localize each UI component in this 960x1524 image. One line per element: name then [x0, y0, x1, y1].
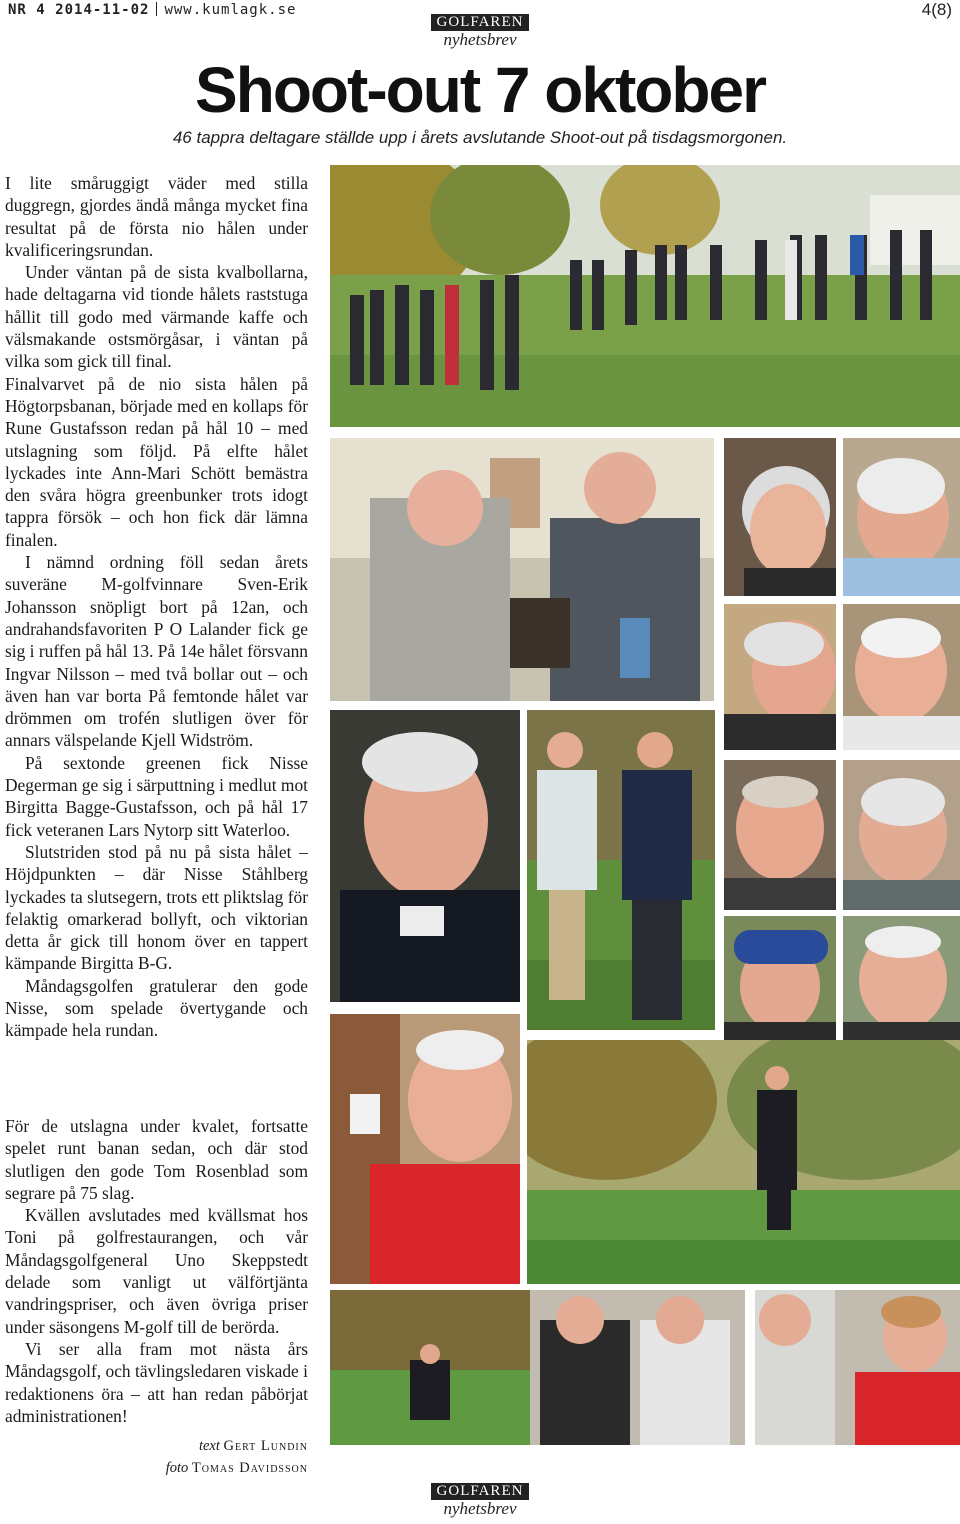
- credits: [5, 1435, 308, 1479]
- credit-photo: foto Tomas Davidsson: [165, 1460, 308, 1477]
- article-subtitle: 46 tappra deltagare ställde upp i årets avslutande Shoot-out på tisdagsmorgonen.: [172, 128, 788, 147]
- photo-woman-red-jacket: [755, 1290, 960, 1445]
- footer-logo: [0, 1482, 960, 1517]
- photo-portrait-man-grey-hair: [843, 760, 960, 910]
- photo-winner-red-sweater: [330, 1014, 520, 1284]
- paragraph: Vi ser alla fram mot nästa års Måndagsgolf, och tävlingsledaren viskade i redaktionens öra – att han redan påbörjat administrationen!: [5, 1338, 308, 1426]
- photo-portrait-man-glasses-smile: [843, 916, 960, 1046]
- logo-subline: nyhetsbrev: [443, 30, 517, 49]
- paragraph: Finalvarvet på de nio sista hålen på Högtorpsbanan, började med en kollaps för Rune Gustafsson redan på hål 10 – med utslagning som följd. På elfte hålet lyckades inte Ann-Mari Schött bemästra den svåra högra greenbunker trots idogt tappra försök – och hon fick där lämna finalen.: [5, 373, 308, 550]
- photo-portrait-man-laughing: [724, 760, 836, 910]
- photo-portrait-man-dark-jacket: [330, 710, 520, 1002]
- paragraph: Slutstriden stod på nu på sista hålet – Höjdpunkten – där Nisse Ståhlberg lyckades ta slutsegern, trots ett pliktslag för felaktig omarkerad bollyft, och viktorian detta år gick till honom över en tappert kämpande Birgitta B-G.: [5, 841, 308, 974]
- issue-date: 2014-11-02: [55, 2, 150, 18]
- photo-prize-presentation: [330, 438, 714, 701]
- credit-text: text Gert Lundin: [198, 1438, 308, 1455]
- photo-group-on-course: [330, 165, 960, 427]
- photo-portrait-man-smiling: [843, 604, 960, 750]
- paragraph: Måndagsgolfen gratulerar den gode Nisse, som spelade övertygande och kämpade hela rundan.: [5, 975, 308, 1041]
- photo-portrait-man-cap: [724, 916, 836, 1046]
- photo-portrait-man-profile: [724, 604, 836, 750]
- paragraph: I lite småruggigt väder med stilla duggregn, gjordes ändå många mycket fina resultat på de första nio hålen under kvalificeringsrundan.: [5, 173, 308, 260]
- paragraph: Kvällen avslutades med kvällsmat hos Toni på golfrestaurangen, och vår Måndagsgolfgeneral Uno Skeppstedt delade som vanligt ut välförtjänta vandringspriser, och även övriga priser under säsongens M-golf till de berörda.: [5, 1205, 308, 1337]
- website-link[interactable]: www.kumlagk.se: [164, 2, 297, 18]
- photo-golfer-putting: [527, 1040, 960, 1284]
- page-number: 4(8): [921, 0, 952, 19]
- article-title: Shoot-out 7 oktober: [195, 54, 765, 126]
- logo-wordmark: GOLFAREN: [431, 1483, 530, 1500]
- article-column-secondary: [5, 1115, 308, 1479]
- logo-subline: nyhetsbrev: [443, 1499, 517, 1518]
- photo-woman-golfer-chipping: [330, 1290, 745, 1445]
- article-column-main: [5, 172, 308, 1042]
- photo-two-men-on-green: [527, 710, 715, 1030]
- photo-portrait-man-looking-down: [843, 438, 960, 596]
- paragraph: Under väntan på de sista kvalbollarna, hade deltagarna vid tionde hålets raststuga hållit till godo med värmande kaffe och välsmakande ostsmörgåsar, i väntan på vilka som gick till final.: [5, 262, 308, 372]
- photo-portrait-woman-glasses: [724, 438, 836, 596]
- paragraph: För de utslagna under kvalet, fortsatte spelet runt banan sedan, och där stod slutligen den gode Tom Rosenblad som segrare på 75 slag.: [5, 1116, 308, 1203]
- masthead-logo: [0, 13, 960, 48]
- logo-wordmark: GOLFAREN: [431, 14, 530, 31]
- paragraph: På sextonde greenen fick Nisse Degerman ge sig i särputtning i medlut mot Birgitta Bagge-Gustafsson, och på hål 17 fick veteranen Lars Nytorp sitt Waterloo.: [5, 752, 308, 840]
- paragraph: I nämnd ordning föll sedan årets suveräne M-golfvinnare Sven-Erik Johansson snöpligt bort på 12an, och andrahandsfavoriten P O Lalander fick ge sig i ruffen på hål 13. På 14e hålet försvann Ingvar Nilsson – med två bollar out – och även han var borta På femtonde hålet var drömmen om trofén slutligen över för annars välspelande Kjell Widström.: [5, 552, 308, 751]
- issue-number: NR 4: [8, 2, 46, 18]
